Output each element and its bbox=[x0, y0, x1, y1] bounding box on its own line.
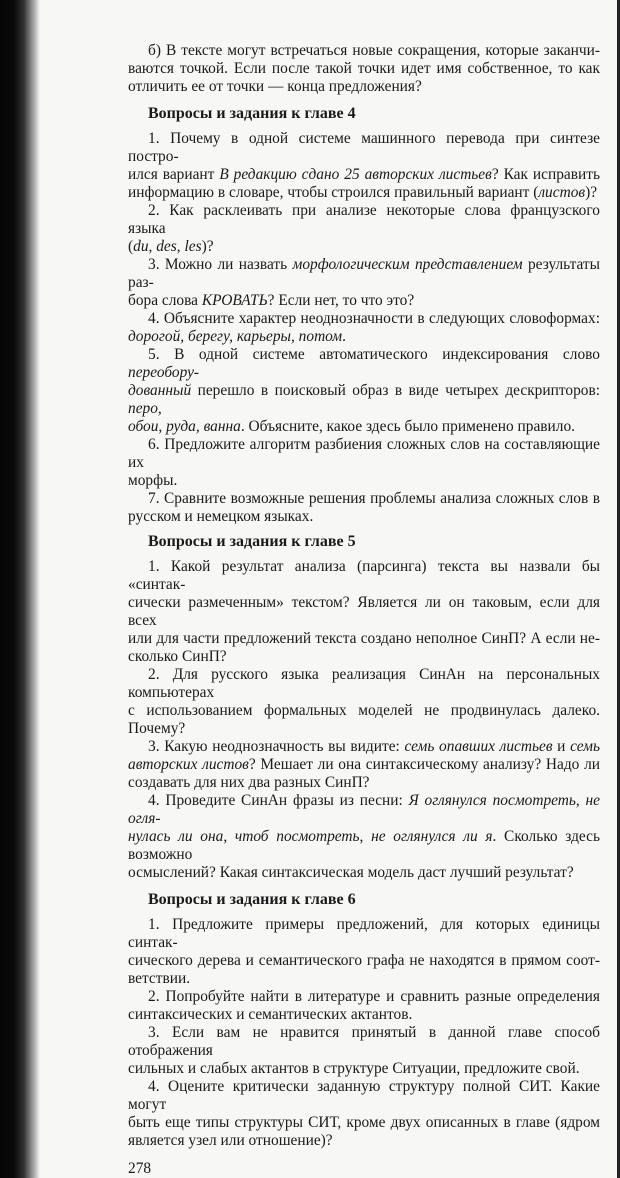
text-segment: . Объясните, какое здесь было применено правило. bbox=[240, 418, 576, 435]
text-segment: сколько СинП? bbox=[128, 648, 227, 665]
text-segment: сически размеченным» текстом? Является ли он таковым, если для всех bbox=[128, 594, 600, 629]
text-line bbox=[128, 988, 600, 1006]
text-segment: отличить ее от точки — конца предложения? bbox=[128, 78, 422, 95]
text-line bbox=[128, 648, 600, 666]
text-line bbox=[128, 774, 600, 792]
text-segment: создавать для них два разных СинП? bbox=[128, 774, 370, 791]
text-segment: бора слова bbox=[128, 292, 202, 309]
text-segment: 2. Как расклеивать при анализе некоторые слова французского языка bbox=[128, 202, 600, 237]
text-line bbox=[128, 916, 600, 952]
italic-text: перо, bbox=[128, 400, 162, 417]
text-segment: 1. Какой результат анализа (парсинга) текста вы назвали бы «синтак- bbox=[128, 558, 600, 593]
text-segment: 2. Попробуйте найти в литературе и сравнить разные определения bbox=[148, 988, 600, 1005]
text-segment: 4. Проведите СинАн фразы из песни: bbox=[148, 792, 409, 809]
text-line bbox=[128, 78, 600, 96]
italic-text: не оглянулся ли я bbox=[371, 828, 493, 845]
text-segment: )? bbox=[201, 238, 214, 255]
text-line bbox=[128, 1114, 600, 1132]
text-line bbox=[128, 508, 600, 526]
text-segment: б) В тексте могут встречаться новые сокращения, которые заканчи- bbox=[148, 42, 600, 59]
text-line bbox=[128, 792, 600, 828]
text-line bbox=[128, 1078, 600, 1114]
text-line bbox=[128, 202, 600, 238]
text-segment: , bbox=[148, 238, 157, 255]
text-segment: . bbox=[342, 328, 346, 345]
text-line bbox=[128, 970, 600, 988]
italic-text: листов bbox=[538, 184, 586, 201]
italic-text: des bbox=[156, 238, 177, 255]
text-line bbox=[128, 60, 600, 78]
italic-text: не огля- bbox=[128, 792, 600, 827]
text-segment: с использованием формальных моделей не продвинулась далеко. Почему? bbox=[128, 702, 600, 737]
text-line bbox=[128, 594, 600, 630]
text-segment: 4. Объясните характер неоднозначности в следующих словоформах: bbox=[148, 310, 600, 327]
text-line bbox=[128, 256, 600, 292]
scan-edge-shadow bbox=[0, 0, 40, 1178]
page-number: 278 bbox=[128, 1160, 152, 1177]
text-segment: и bbox=[552, 738, 571, 755]
italic-text: Я оглянулся посмотреть bbox=[408, 792, 576, 809]
italic-text: В редакцию сдано 25 авторских листьев bbox=[219, 166, 492, 183]
text-line bbox=[128, 130, 600, 166]
page-body bbox=[128, 0, 600, 1178]
text-segment: 1. Почему в одной системе машинного перевода при синтезе постро- bbox=[128, 130, 600, 165]
text-segment: ? Мешает ли она синтаксическому анализу? Надо ли bbox=[248, 756, 600, 773]
text-segment: или для части предложений текста создано неполное СинП? А если не- bbox=[128, 630, 600, 647]
text-line bbox=[128, 630, 600, 648]
italic-text: авторских листов bbox=[128, 756, 249, 773]
text-line bbox=[128, 702, 600, 738]
section-heading: Вопросы и задания к главе 4 bbox=[148, 105, 356, 122]
italic-text: переобору- bbox=[128, 364, 200, 381]
text-line bbox=[128, 166, 600, 184]
text-line bbox=[128, 184, 600, 202]
text-segment: , bbox=[359, 828, 372, 845]
text-line bbox=[128, 328, 600, 346]
text-segment: , bbox=[176, 238, 185, 255]
text-line bbox=[128, 1024, 600, 1060]
text-segment: 5. В одной системе автоматического индексирования слово bbox=[148, 346, 600, 363]
text-segment: , bbox=[575, 792, 586, 809]
text-line bbox=[128, 558, 600, 594]
italic-text: обои, руда, ванна bbox=[128, 418, 241, 435]
text-line bbox=[128, 472, 600, 490]
italic-text: семь опавших листьев bbox=[404, 738, 553, 755]
text-line bbox=[128, 238, 600, 256]
text-line bbox=[128, 1006, 600, 1024]
text-segment: информацию в словаре, чтобы строился правильный вариант ( bbox=[128, 184, 539, 201]
text-line bbox=[128, 1132, 600, 1150]
text-segment: 6. Предложите алгоритм разбиения сложных слов на составляющие их bbox=[128, 436, 600, 471]
text-line bbox=[128, 418, 600, 436]
text-line bbox=[128, 490, 600, 508]
text-segment: является узел или отношение)? bbox=[128, 1132, 333, 1149]
text-segment: 3. Какую неоднозначность вы видите: bbox=[148, 738, 405, 755]
text-line bbox=[128, 310, 600, 328]
italic-text: морфологическим представлением bbox=[292, 256, 523, 273]
text-line bbox=[128, 346, 600, 382]
text-segment: ился вариант bbox=[128, 166, 220, 183]
text-segment: русском и немецком языках. bbox=[128, 508, 314, 525]
text-line bbox=[128, 42, 600, 60]
text-segment: ветствии. bbox=[128, 970, 191, 987]
text-line bbox=[128, 1060, 600, 1078]
text-line bbox=[128, 382, 600, 418]
section-heading: Вопросы и задания к главе 6 bbox=[148, 891, 356, 908]
text-line bbox=[128, 738, 600, 756]
section-heading: Вопросы и задания к главе 5 bbox=[148, 533, 356, 550]
text-segment: сического дерева и семантического графа не находятся в прямом соот- bbox=[128, 952, 600, 969]
text-segment: 2. Для русского языка реализация СинАн на персональных компьютерах bbox=[128, 666, 600, 701]
text-segment: 1. Предложите примеры предложений, для которых единицы синтак- bbox=[128, 916, 600, 951]
text-segment: ( bbox=[128, 238, 134, 255]
text-segment: ? Если нет, то что это? bbox=[267, 292, 415, 309]
text-segment: 3. Можно ли назвать bbox=[148, 256, 293, 273]
italic-text: нулась ли она bbox=[128, 828, 224, 845]
text-segment: )? bbox=[585, 184, 598, 201]
text-segment: результаты раз- bbox=[128, 256, 600, 291]
text-segment: морфы. bbox=[128, 472, 178, 489]
text-segment: 3. Если вам не нравится принятый в данной главе способ отображения bbox=[128, 1024, 600, 1059]
italic-text: семь bbox=[570, 738, 600, 755]
text-segment: быть еще типы структуры СИТ, кроме двух описанных в главе (ядром bbox=[128, 1114, 600, 1131]
intro-paragraph bbox=[128, 42, 600, 96]
text-segment: 7. Сравните возможные решения проблемы анализа сложных слов в bbox=[148, 490, 600, 507]
text-line bbox=[128, 292, 600, 310]
italic-text: дорогой, берегу, карьеры, потом bbox=[128, 328, 343, 345]
text-line bbox=[128, 436, 600, 472]
text-segment: . Сколько здесь возможно bbox=[128, 828, 600, 863]
section-chapter-6 bbox=[128, 890, 600, 1150]
italic-text: les bbox=[184, 238, 202, 255]
section-chapter-5 bbox=[128, 532, 600, 882]
text-line bbox=[128, 828, 600, 864]
italic-text: дованный bbox=[128, 382, 192, 399]
text-segment: ваются точкой. Если после такой точки идет имя собственное, то как bbox=[128, 60, 600, 77]
italic-text: КРОВАТЬ bbox=[201, 292, 268, 309]
text-segment: , bbox=[223, 828, 235, 845]
italic-text: чтоб посмотреть bbox=[234, 828, 360, 845]
text-segment: 4. Оцените критически заданную структуру полной СИТ. Какие могут bbox=[128, 1078, 600, 1113]
italic-text: du bbox=[133, 238, 149, 255]
text-line bbox=[128, 666, 600, 702]
text-segment: осмыслений? Какая синтаксическая модель даст лучший результат? bbox=[128, 864, 574, 881]
text-segment: сильных и слабых актантов в структуре Ситуации, предложите свой. bbox=[128, 1060, 580, 1077]
section-chapter-4 bbox=[128, 104, 600, 526]
text-segment: ? Как исправить bbox=[491, 166, 600, 183]
text-line bbox=[128, 756, 600, 774]
text-segment: синтаксических и семантических актантов. bbox=[128, 1006, 413, 1023]
text-line bbox=[128, 864, 600, 882]
text-line bbox=[128, 952, 600, 970]
text-segment: перешло в поисковый образ в виде четырех дескрипторов: bbox=[191, 382, 600, 399]
